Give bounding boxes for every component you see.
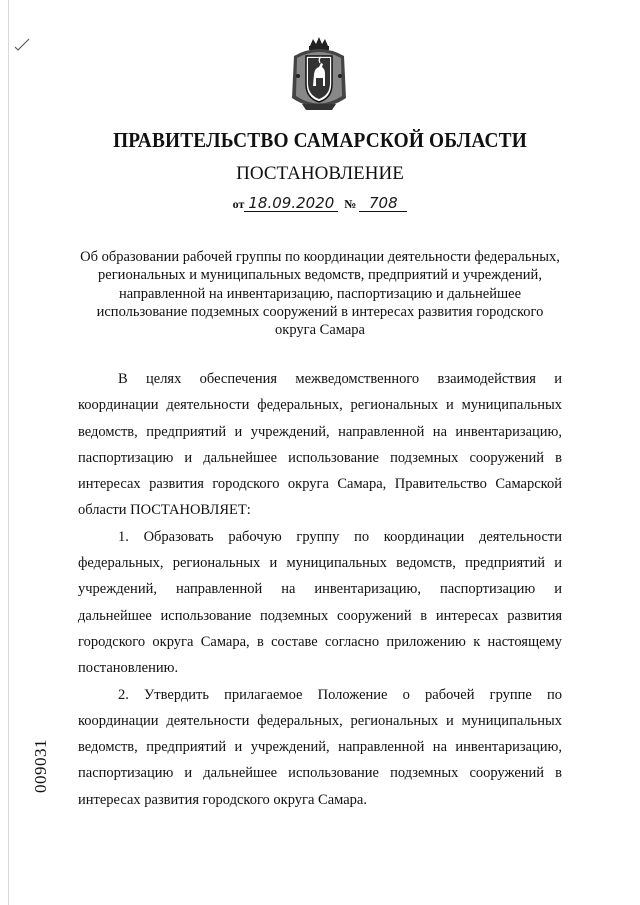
body-paragraph: 2. Утвердить прилагаемое Положение о рабочей группе по координации деятельности федеральных, региональных и муниципальных ведомств, предприятий и учреждений, направленной на инвентаризацию, паспортизацию и дальнейшее использование подземных сооружений в интересах развития городского округа Самара. <box>78 686 562 808</box>
number-value: 708 <box>359 195 407 212</box>
body-paragraph: В целях обеспечения межведомственного взаимодействия и координации деятельности федеральных, региональных и муниципальных ведомств, предприятий и учреждений, направленной на инвентаризацию, паспортизацию и дальнейшее использование подземных сооружений в интересах развития городского округа Самара, Правительство Самарской области ПОСТАНОВЛЯЕТ: <box>78 371 562 519</box>
document-subject: Об образовании рабочей группы по координации деятельности федеральных, региональных и муниципальных ведомств, предприятий и учреждений, направленной на инвентаризацию, паспортизацию и дальнейшее использование подземных сооружений в интересах развития городского округа Самара <box>80 249 560 339</box>
samara-coat-of-arms-icon <box>288 36 350 114</box>
date-label: от <box>232 197 245 211</box>
body-paragraph: 1. Образовать рабочую группу по координации деятельности федеральных, региональных и муниципальных ведомств, предприятий и учреждений, направленной на инвентаризацию, паспортизацию и дальнейшее использование подземных сооружений в интересах развития городского округа Самара, в составе согласно приложению к настоящему постановлению. <box>78 528 562 677</box>
page-left-edge <box>8 0 9 905</box>
date-number-line <box>0 195 640 212</box>
organization-title: ПРАВИТЕЛЬСТВО САМАРСКОЙ ОБЛАСТИ <box>113 128 527 152</box>
document-type: ПОСТАНОВЛЕНИЕ <box>236 163 404 184</box>
document-body <box>78 366 562 813</box>
stamp-number: 009031 <box>31 739 50 793</box>
date-value: 18.09.2020 <box>244 195 338 212</box>
check-mark-icon <box>14 38 30 52</box>
number-label: № <box>344 197 357 211</box>
side-registration-stamp <box>31 729 51 803</box>
